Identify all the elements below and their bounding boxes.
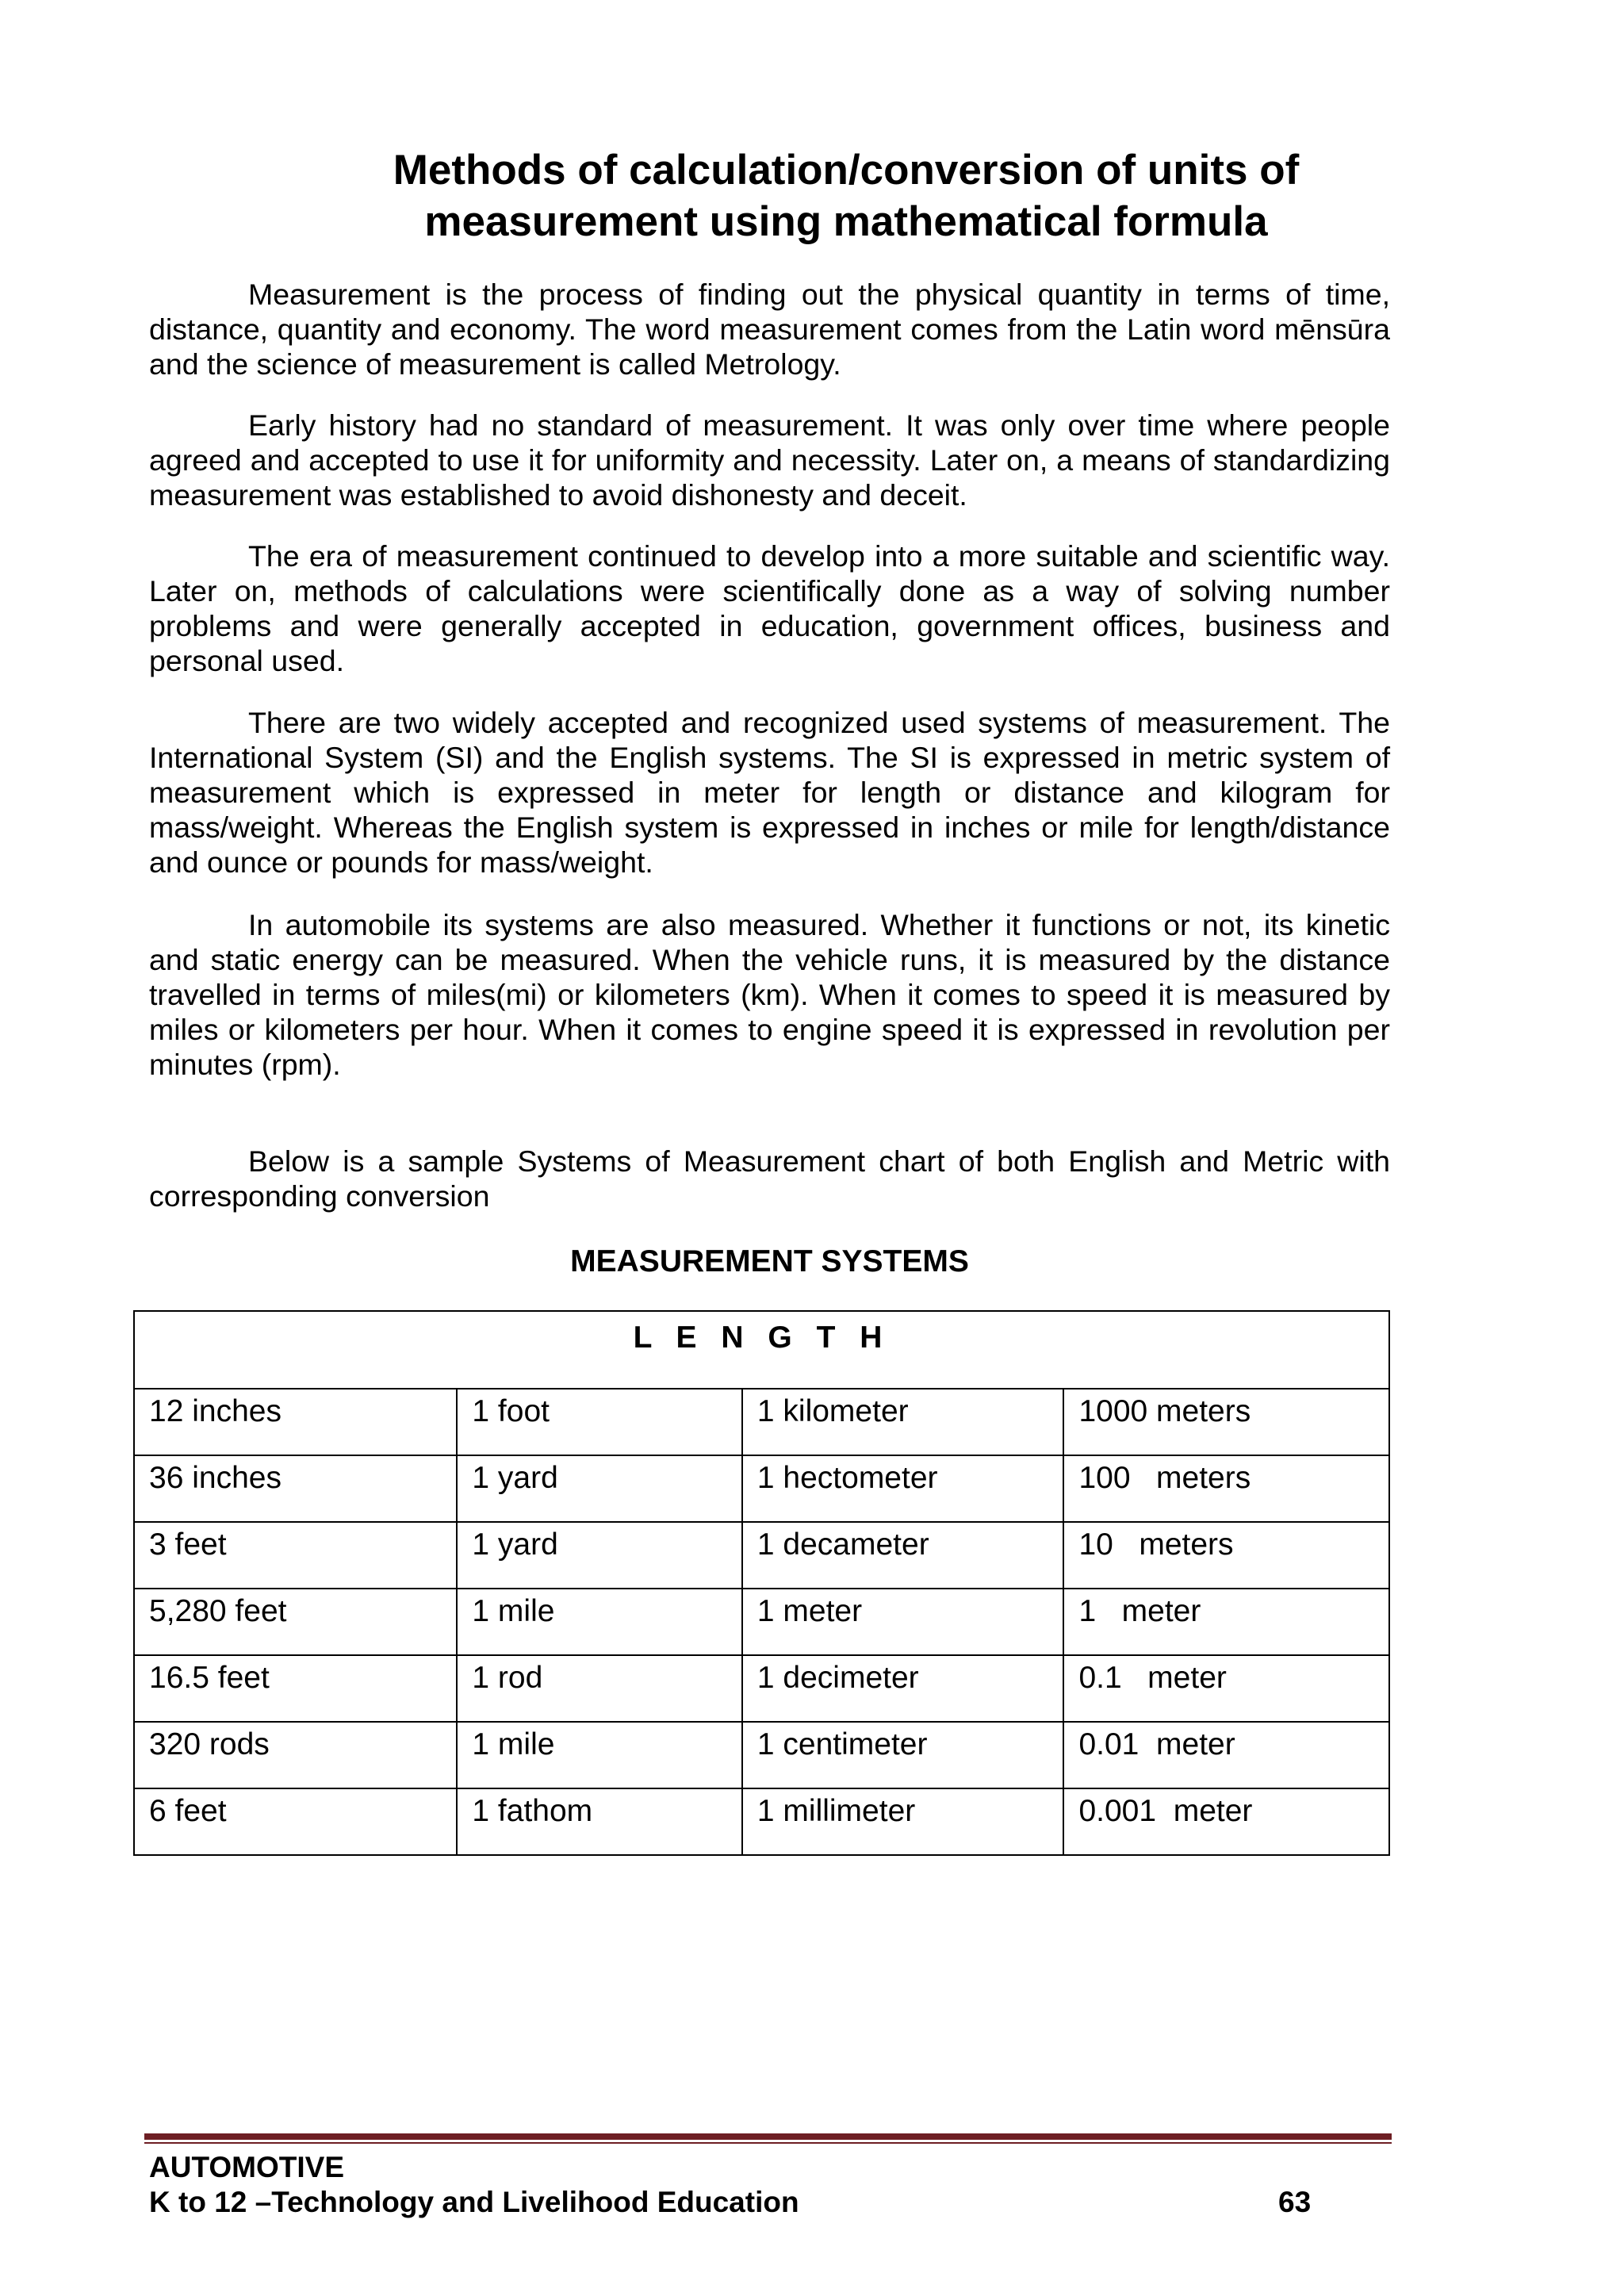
table-caption: L E N G T H	[134, 1311, 1389, 1389]
paragraph-chart-intro: Below is a sample Systems of Measurement chart of both English and Metric with corresponding conversion	[149, 1144, 1390, 1213]
table-row	[134, 1589, 1389, 1655]
table-cell: 10 meters	[1063, 1522, 1389, 1589]
paragraph-systems: There are two widely accepted and recognized used systems of measurement. The International System (SI) and the English systems. The SI is expressed in metric system of measurement which is expressed in meter for length or distance and kilogram for mass/weight. Whereas the English system is expressed in inches or mile for length/distance and ounce or pounds for mass/weight.	[149, 706, 1390, 879]
table-cell: 320 rods	[134, 1722, 457, 1788]
table-row	[134, 1389, 1389, 1455]
page-number: 63	[1278, 2186, 1312, 2218]
table-cell: 1 meter	[1063, 1589, 1389, 1655]
table-cell: 1 fathom	[457, 1788, 741, 1855]
table-caption-row	[134, 1311, 1389, 1389]
table-cell: 36 inches	[134, 1455, 457, 1522]
page-title-line-2: measurement using mathematical formula	[424, 198, 1268, 245]
table-cell: 1 mile	[457, 1589, 741, 1655]
table-row	[134, 1722, 1389, 1788]
footer-divider-thin	[144, 2142, 1392, 2144]
table-cell: 1 foot	[457, 1389, 741, 1455]
page-title-line-1: Methods of calculation/conversion of units of	[393, 147, 1300, 194]
paragraph-early-history: Early history had no standard of measurement. It was only over time where people agreed and accepted to use it for uniformity and necessity. Later on, a means of standardizing measurement was established to avoid dishonesty and deceit.	[149, 408, 1390, 512]
table-cell: 1 yard	[457, 1455, 741, 1522]
footer-course-title: K to 12 –Technology and Livelihood Education	[149, 2186, 799, 2218]
table-row	[134, 1455, 1389, 1522]
table-cell: 1 yard	[457, 1522, 741, 1589]
table-row	[134, 1522, 1389, 1589]
table-cell: 1 rod	[457, 1655, 741, 1722]
section-heading: MEASUREMENT SYSTEMS	[570, 1244, 969, 1278]
table-cell: 1 hectometer	[742, 1455, 1064, 1522]
length-conversion-table	[133, 1310, 1390, 1856]
table-row	[134, 1655, 1389, 1722]
table-row	[134, 1788, 1389, 1855]
table-cell: 0.1 meter	[1063, 1655, 1389, 1722]
table-cell: 3 feet	[134, 1522, 457, 1589]
table-cell: 16.5 feet	[134, 1655, 457, 1722]
table-cell: 1 decameter	[742, 1522, 1064, 1589]
table-cell: 1000 meters	[1063, 1389, 1389, 1455]
paragraph-automobile: In automobile its systems are also measured. Whether it functions or not, its kinetic and static energy can be measured. When the vehicle runs, it is measured by the distance travelled in terms of miles(mi) or kilometers (km). When it comes to speed it is measured by miles or kilometers per hour. When it comes to engine speed it is expressed in revolution per minutes (rpm).	[149, 908, 1390, 1081]
table-cell: 0.01 meter	[1063, 1722, 1389, 1788]
table-cell: 0.001 meter	[1063, 1788, 1389, 1855]
footer-subject: AUTOMOTIVE	[149, 2151, 344, 2183]
footer-divider	[144, 2133, 1392, 2140]
table-cell: 1 centimeter	[742, 1722, 1064, 1788]
table-cell: 1 kilometer	[742, 1389, 1064, 1455]
table-cell: 5,280 feet	[134, 1589, 457, 1655]
table-cell: 1 meter	[742, 1589, 1064, 1655]
table-cell: 1 millimeter	[742, 1788, 1064, 1855]
paragraph-era: The era of measurement continued to develop into a more suitable and scientific way. Later on, methods of calculations were scientifically done as a way of solving number problems and were generally accepted in education, government offices, business and personal used.	[149, 539, 1390, 677]
table-cell: 1 mile	[457, 1722, 741, 1788]
paragraph-definition: Measurement is the process of finding out the physical quantity in terms of time, distance, quantity and economy. The word measurement comes from the Latin word mēnsūra and the science of measurement is called Metrology.	[149, 278, 1390, 381]
table-cell: 12 inches	[134, 1389, 457, 1455]
table-cell: 100 meters	[1063, 1455, 1389, 1522]
table-cell: 1 decimeter	[742, 1655, 1064, 1722]
page-title	[149, 144, 1543, 247]
table-cell: 6 feet	[134, 1788, 457, 1855]
